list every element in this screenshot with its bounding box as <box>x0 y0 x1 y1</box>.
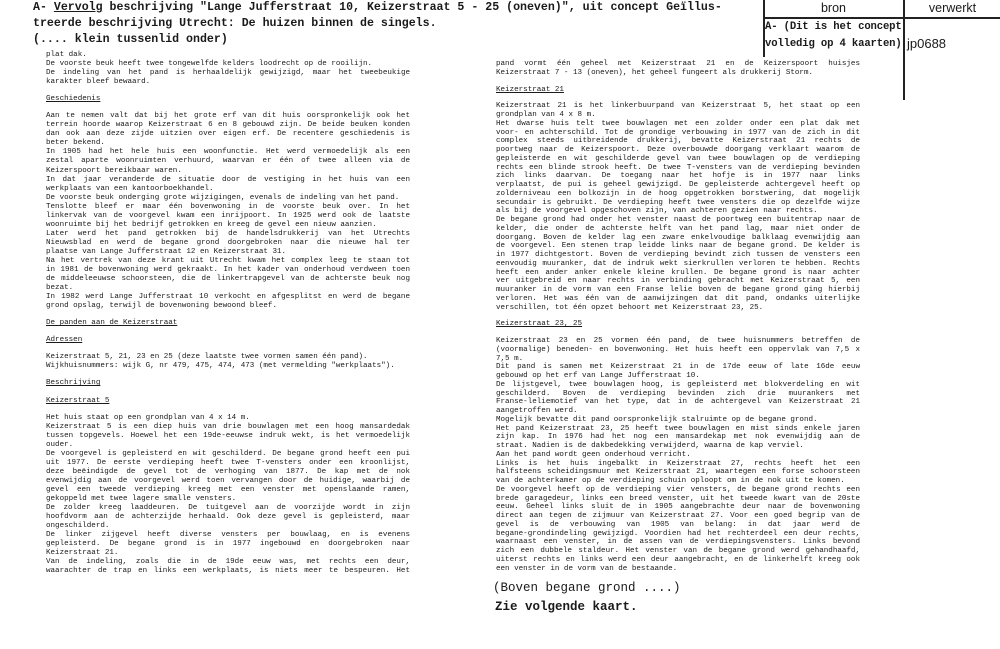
text-line: heeft een ander anker enkele kleine krullen. De begane grond is naar achter <box>496 268 860 277</box>
text-line: In dat jaar veranderde de situatie door de vestiging in het huis van een <box>46 175 410 184</box>
text-line: Aan het pand wordt geen onderhoud verricht. <box>496 450 691 459</box>
text-line: waarnaast een venster, in de assen van de verdiepingsvensters. Links bevond <box>496 538 860 547</box>
text-line: eeuw. Geheel links sluit de in 1905 aangebrachte deur naar de bovenwoning <box>496 503 860 512</box>
text-line: Na het vertrek van deze krant uit Utrecht kwam het complex leeg te staan tot <box>46 256 410 265</box>
text-line: uit 1977. De eerste verdieping heeft twee T-vensters onder een kroonlijst, <box>46 458 410 467</box>
text-line: een venster in de vorm van de bestaande. <box>496 564 678 573</box>
heading-line <box>46 95 410 104</box>
text-line: evenwijdig aan de voorgevel werd toen vervangen door de huidige, waarbij de <box>46 476 410 485</box>
text-line: ver uitgebreid en naar rechts in verbinding gebracht met Keizerstraat 5, een <box>496 277 860 286</box>
text-line: halfsteens scheidingsmuur met Keizerstraat 21, waartegen een forse schoorsteen <box>496 468 860 477</box>
section-heading <box>46 397 410 406</box>
text-line: Dit pand is samen met Keizerstraat 21 in de 17de eeuw of late 16de eeuw <box>496 363 860 372</box>
text-line: begane-grondindeling gewijzigd. Voordien had het rechterdeel een deur rechts, <box>496 529 860 538</box>
title-prefix: A- <box>33 1 54 14</box>
text-line: als bij de voorgevel opgeschoven zijn, van achteren gezien naar rechts. <box>496 207 818 216</box>
text-line: terrein hoorde waarop Keizerstraat 6 en 8 gebouwd zijn. De beide beuken konden <box>46 121 410 130</box>
text-line: hoofdvorm aan de achterzijde herhaald. Ook deze gevel is gepleisterd, maar <box>46 513 410 522</box>
text-line: complex steeds uitbreidende drukkerij, bevatte Keizerstraat 21 rechts de <box>496 137 860 146</box>
text-line: rechts een blinde strook heeft. De twee T-vensters van de verdieping bevinden <box>496 163 860 172</box>
text-line: gebouwd op het erf van Lange Jufferstraat 10. <box>496 372 700 380</box>
text-line: bezat. <box>46 284 74 293</box>
text-line: Keizerstraat 23 en 25 vormen één pand, de twee huisnummers betreffen de <box>496 337 860 345</box>
section-heading <box>496 86 860 95</box>
right-column <box>496 60 860 581</box>
text-block <box>46 112 410 311</box>
heading-line <box>46 319 410 328</box>
text-line: Keizerstraat 5, 21, 23 en 25 (deze laatste twee vormen samen één pand). <box>46 353 368 362</box>
text-block <box>496 60 860 78</box>
text-line: plat dak. <box>46 51 87 59</box>
text-line: gevel is de verbouwing van 1905 van belang: in dat jaar werd de <box>496 520 860 529</box>
document-title <box>33 0 722 48</box>
text-line: Later werd het pand getrokken bij de handelsdrukkerij van het Utrechts <box>46 229 410 238</box>
text-line: De linker zijgevel heeft diverse vensters per bouwlaag, en is evenens <box>46 531 410 540</box>
section-heading-text: Beschrijving <box>46 379 101 388</box>
text-line: 7,5 m. <box>496 354 524 363</box>
text-line: Aan te nemen valt dat bij het grote erf van dit huis oorspronkelijk ook het <box>46 112 410 121</box>
text-line: Keizerstraat 21 is het linkerbuurpand van Keizerstraat 5, het staat op een <box>496 102 860 111</box>
text-line: in 1977 dichtgestort. Boven de verdieping bevindt zich tussen de vensters een <box>496 251 860 259</box>
text-line: De voorste beuk onderging grote wijzigingen, evenals de indeling van het pand. <box>46 193 400 202</box>
text-line: ouder. <box>46 440 74 449</box>
text-line: Mogelijk bevatte dit pand oorspronkelijk stalruimte op de begane grond. <box>496 415 818 424</box>
text-line: de voorgevel. Een stenen trap leidde links naar de begane grond. De kelder is <box>496 242 860 251</box>
bron-value: A- (Dit is het concept volledig op 4 kaarten) <box>765 21 902 50</box>
text-block <box>496 102 860 312</box>
text-line: secundair is gebruikt. De verdieping heeft twee vensters die op dezelfde wijze <box>496 198 860 207</box>
text-line: de middeleeuwse schoorsteen, die de linkertrapgevel van de achterste beuk nog <box>46 275 410 284</box>
text-line: De zolder kreeg laaddeuren. De tuitgevel aan de voorzijde wordt in zijn <box>46 504 410 513</box>
text-line: beter bekend. <box>46 139 105 148</box>
text-line: (voormalige) beneden- en bovenwoning. Het huis heeft een oppervlak van 7,5 x <box>496 345 860 354</box>
text-line: gekoppeld met twee lagere smalle vensters. <box>46 494 237 503</box>
text-line: Wijkhuisnummers: wijk G, nr 479, 475, 474, 473 (met vermelding "werkplaats"). <box>46 362 395 371</box>
text-line: De voorgevel heeft op de verdieping vier vensters, de begane grond rechts een <box>496 485 860 494</box>
section-heading <box>46 319 410 328</box>
text-line: Van de indeling, zoals die in de 19de eeuw was, met rechts een deur, <box>46 558 410 567</box>
text-line: De lijstgevel, twee bouwlagen hoog, is gepleisterd met blokverdeling en wit <box>496 380 860 389</box>
text-line: deze beëindigde de gevel tot de verhoging van 1877. De kap met de nok <box>46 467 410 476</box>
text-line: uiterst rechts en links werd een deur aangebracht, en de linkerhelft kreeg ook <box>496 555 860 564</box>
text-line: verplaatst, de pui is geheel gewijzigd. De gepleisterde achtergevel heeft op <box>496 181 860 189</box>
text-line: gepleisterde en wit geschilderde gevel van twee bouwlagen op de verdieping <box>496 154 860 163</box>
text-line: zich een dubbele staldeur. Het venster van de begane grond werd gehandhaafd, <box>496 547 860 555</box>
text-line: eenvoudig muuranker, dat de indruk wekt sierkrullen verloren te hebben. Rechts <box>496 259 860 268</box>
text-line: Keizerspoort bereikbaar waren. <box>46 166 182 175</box>
text-line: in 1981 de bovenwoning werd gekraakt. In het kader van onderhoud verdween toen <box>46 266 410 275</box>
section-heading-text: Keizerstraat 21 <box>496 85 564 94</box>
text-line: direct aan tegen de zijmuur van Keizerstraat 27. Voor een goed begrip van de <box>496 512 860 520</box>
next-card-note: Zie volgende kaart. <box>495 600 638 614</box>
text-block <box>496 337 860 573</box>
text-line: De begane grond had onder het venster naast de poortweg een buitentrap naar de <box>496 216 860 224</box>
heading-line <box>496 320 860 329</box>
text-line: muuranker in de vorm van een Franse lelie boven de begane grond ging hierbij <box>496 286 860 294</box>
text-line: Franse-leliemotief van het type, dat in de achtergevel van Keizerstraat 21 <box>496 398 860 407</box>
text-line: De voorste beuk heeft twee tongewelfde kelders loodrecht op de rooilijn. <box>46 60 373 69</box>
text-line: brede garagedeur, links een breed venster, uit het tweede kwart van de 20ste <box>496 494 860 503</box>
text-line: tussen topgevels. Hoewel het een 19de-eeuwse indruk wekt, is het vermoedelijk <box>46 431 410 440</box>
section-heading <box>496 320 860 329</box>
text-line: Links is het huis ingebalkt in Keizerstraat 27, rechts heeft het een <box>496 459 860 468</box>
section-heading <box>46 95 410 104</box>
section-heading-text: Adressen <box>46 336 83 345</box>
section-heading-text: Geschiedenis <box>46 95 101 104</box>
heading-line <box>46 397 410 406</box>
text-line: zich links daarvan. De toegang naar het hofje is in 1977 naar links <box>496 172 860 181</box>
text-line: gevel een tweede verdieping kreeg met een venster met openslaande ramen, <box>46 485 410 494</box>
heading-line <box>46 379 410 388</box>
title-vervolg: Vervolg <box>53 1 103 14</box>
text-line: Tenslotte bleef er maar één bovenwoning in de voorste beuk over. In het <box>46 202 410 211</box>
text-line: zijn kap. In 1976 had het nog een mansardekap met nok evenwijdig aan de <box>496 433 860 442</box>
text-line: Het huis staat op een grondplan van 4 x 14 m. <box>46 413 250 422</box>
text-block <box>46 51 410 87</box>
verwerkt-header: verwerkt <box>928 1 977 15</box>
text-line: werkplaats van een kantoorboekhandel. <box>46 184 214 193</box>
section-heading <box>46 379 410 388</box>
text-line: Het dwarse huis telt twee bouwlagen met een zolder onder een plat dak met <box>496 119 860 128</box>
text-line: woonruimte bij het bedrijf getrokken en kreeg de gevel een nieuw aanzien. <box>46 220 377 229</box>
section-heading <box>46 336 410 345</box>
heading-line <box>496 86 860 95</box>
text-line: Het pand Keizerstraat 23, 25 heeft twee bouwlagen en mist sinds enkele jaren <box>496 424 860 433</box>
text-line: De indeling van het pand is herhaaldelijk gewijzigd, maar het tweebeukige <box>46 69 410 78</box>
text-line: linkervak van de voorgevel kwam een inrijpoort. In 1925 werd ook de laatste <box>46 211 410 220</box>
section-heading-text: Keizerstraat 23, 25 <box>496 320 583 329</box>
text-line: waarachter de trap en links een werkplaats, is niets meer te bespeuren. Het <box>46 567 410 576</box>
text-line: geschilderd. Boven de verdieping bevinden zich drie muurankers met <box>496 389 860 398</box>
text-line: doorgang. Boven de kelder lag een zware enkelvoudige balklaag evenwijdig aan <box>496 233 860 242</box>
section-heading-text: De panden aan de Keizerstraat <box>46 319 178 328</box>
text-line: voor- en achterschild. Tot de grondige verbouwing in 1977 van de zich in dit <box>496 128 860 137</box>
text-line: Nieuwsblad en werd de begane grond doorgebroken naar die nieuwe hal ter <box>46 238 410 247</box>
text-line: De voorgevel is gepleisterd en wit geschilderd. De begane grond heeft een pui <box>46 449 410 458</box>
text-line: In 1982 werd Lange Jufferstraat 10 verkocht en afgesplitst en werd de begane <box>46 293 410 302</box>
continuation-note: (Boven begane grond ....) <box>493 581 681 595</box>
text-line: dan ook aan deze zijde uitzien over eigen erf. De recentere geschiedenis is <box>46 130 410 139</box>
bron-header: bron <box>820 1 847 15</box>
text-line: Keizerstraat 7 - 13 (oneven), het geheel fungeert als drukkerij Storm. <box>496 68 814 77</box>
text-line: zestal aparte woonruimten verhuurd, waarvan er één of twee alleen via de <box>46 157 410 166</box>
text-line: In 1905 had het hele huis een woonfunctie. Het werd vermoedelijk als een <box>46 148 410 157</box>
text-line: zolderniveau een bolkozijn in de hoog opgetrokken borstwering, dat mogelijk <box>496 189 860 198</box>
table-divider <box>903 0 905 100</box>
text-line: pand vormt één geheel met Keizerstraat 21 en de Keizerspoort huisjes <box>496 60 860 68</box>
text-line: plaatse van Lange Jufferstraat 12 en Keizerstraat 31. <box>46 247 287 256</box>
title-line-3: (.... klein tussenlid onder) <box>33 33 228 46</box>
title-line-2: treerde beschrijving Utrecht: De huizen binnen de singels. <box>33 17 437 30</box>
section-heading-text: Keizerstraat 5 <box>46 396 110 405</box>
title-line-1: beschrijving "Lange Jufferstraat 10, Keizerstraat 5 - 25 (oneven)", uit concept Geïllus- <box>102 1 722 14</box>
text-line: grond opslag, terwijl de bovenwoning bewoond bleef. <box>46 302 277 311</box>
text-line: aangetroffen werd. <box>496 407 578 415</box>
text-line: verschillen, tot één opzet behoort met Keizerstraat 23, 25. <box>496 303 764 312</box>
text-line: karakter bleef bewaard. <box>46 78 151 87</box>
text-line: poortweg naar de Keizerspoort. Deze overbouwde doorgang verklaart waarom de <box>496 146 860 154</box>
text-block <box>46 353 410 371</box>
text-line: ongeschilderd. <box>46 522 110 531</box>
text-line: verloren. Het was één van de aanwijzingen dat dit pand, ondanks uiterlijke <box>496 294 860 303</box>
text-line: van de achterkamer op de verdieping schuin oploopt om in de nok uit te komen. <box>496 477 845 485</box>
text-line: Keizerstraat 5 is een diep huis van drie bouwlagen met een hoog mansardedak <box>46 422 410 431</box>
text-line: kelder, die onder de achterste helft van het pand lag, maar niet onder de <box>496 224 860 233</box>
text-line: gepleisterd. De begane grond is in 1977 ingebouwd en doorgebroken naar <box>46 540 410 549</box>
text-line: straat. Nadien is de dakbedekking verwijderd, waarna de kap verviel. <box>496 442 804 450</box>
text-line: grondplan van 4 x 8 m. <box>496 111 596 119</box>
left-column <box>46 51 410 584</box>
verwerkt-value: jp0688 <box>907 36 947 51</box>
heading-line <box>46 336 410 345</box>
text-line: Keizerstraat 21. <box>46 549 119 558</box>
text-block <box>46 414 410 577</box>
